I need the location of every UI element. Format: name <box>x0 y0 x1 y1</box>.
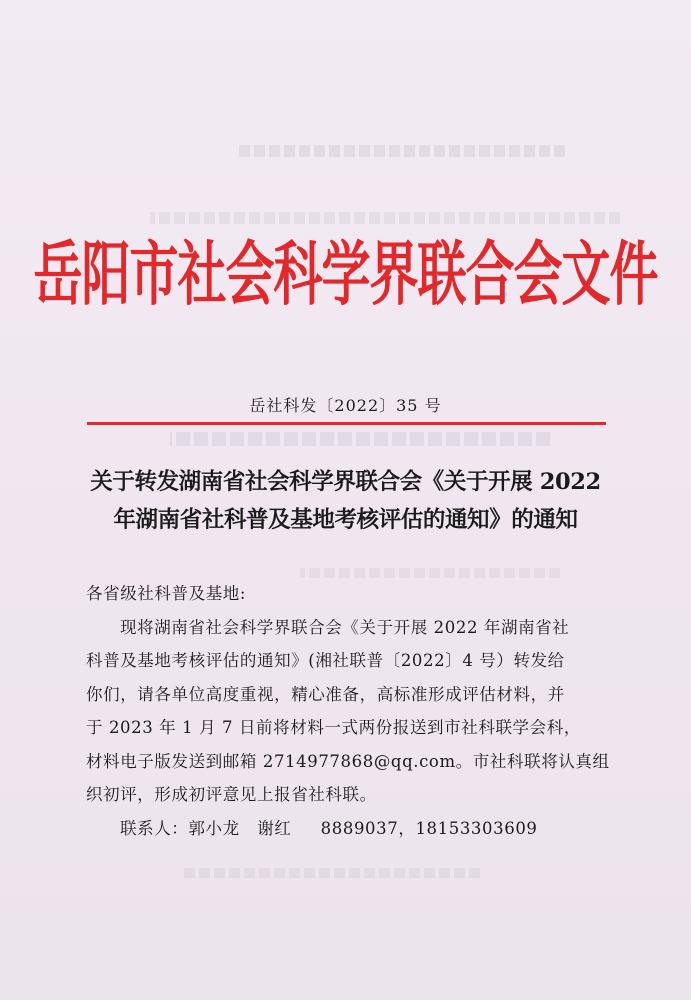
document-number: 岳社科发〔2022〕35 号 <box>249 396 442 415</box>
contact-line: 联系人：郭小龙 谢红 8889037，18153303609 <box>120 818 538 838</box>
bleed-through-texture <box>180 868 480 878</box>
title-line: 关于转发湖南省社会科学界联合会《关于开展 2022 <box>90 469 601 495</box>
body-line: 于 2023 年 1 月 7 日前将材料一式两份报送到市社科联学会科， <box>86 718 581 737</box>
body-line: 你们，请各单位高度重视，精心准备，高标准形成评估材料，并 <box>86 684 565 704</box>
header-divider <box>87 422 606 425</box>
addressee: 各省级社科普及基地: <box>86 584 247 603</box>
bleed-through-texture <box>150 212 620 224</box>
title-line: 年湖南省社科普及基地考核评估的通知》的通知 <box>113 507 578 533</box>
body-line: 织初评，形成初评意见上报省社科联。 <box>86 785 377 804</box>
document-body <box>86 577 610 845</box>
body-line: 材料电子版发送到邮箱 2714977868@qq.com。市社科联将认真组 <box>86 751 610 771</box>
document-title <box>60 463 631 539</box>
body-line: 科普及基地考核评估的通知》(湘社联普〔2022〕4 号）转发给 <box>86 651 565 670</box>
bleed-through-texture <box>170 432 550 446</box>
document-header: 岳阳市社会科学界联合会文件 <box>33 234 658 316</box>
body-line: 现将湖南省社会科学界联合会《关于开展 2022 年湖南省社 <box>120 617 570 637</box>
bleed-through-texture <box>235 145 565 157</box>
